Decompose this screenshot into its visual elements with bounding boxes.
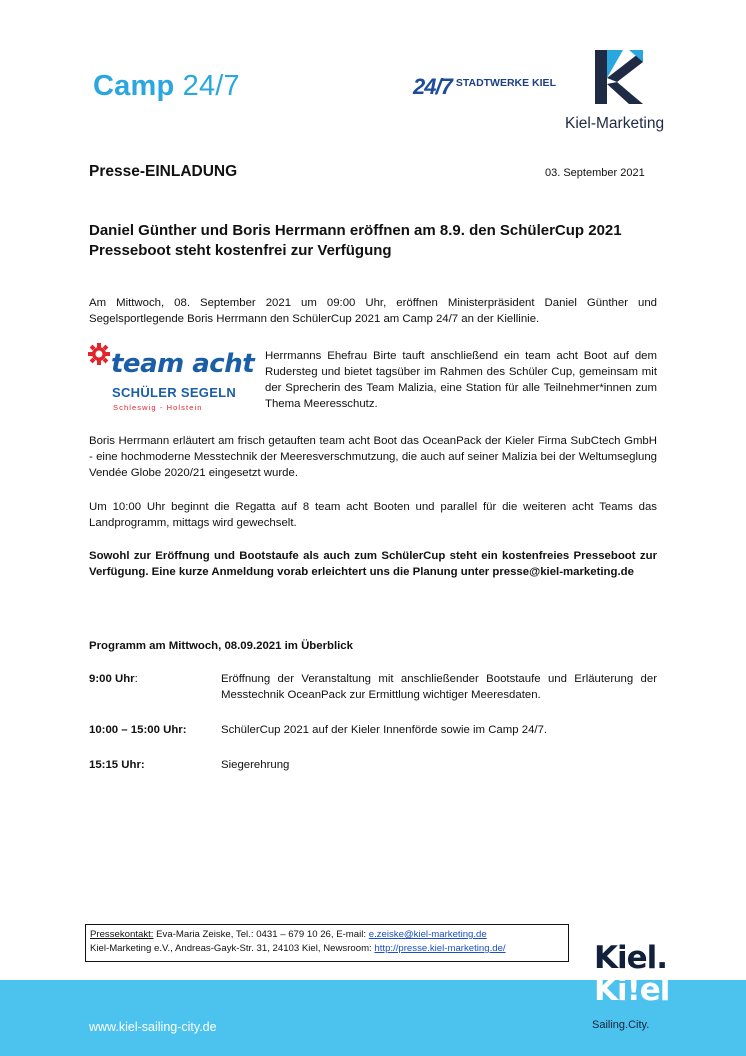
kiel-logo-line2: Ki!el bbox=[594, 972, 670, 1008]
paragraph-oceanpack: Boris Herrmann erläutert am frisch getauften team acht Boot das OceanPack der Kieler Firma SubCtech GmbH - eine hochmoderne Messtechnik der Meeresverschmutzung, die auch auf seiner Malizia bei der Weltumseglung Vendée Globe 2020/21 eingesetzt wurde. bbox=[89, 435, 657, 479]
newsroom-link[interactable]: http://presse.kiel-marketing.de/ bbox=[374, 943, 506, 954]
kiel-marketing-label: Kiel-Marketing bbox=[565, 115, 665, 132]
sw-logo-number-a: 24 bbox=[413, 74, 436, 99]
team-acht-subtitle: SCHÜLER SEGELN bbox=[112, 385, 237, 400]
program-description: SchülerCup 2021 auf der Kieler Innenförde sowie im Camp 24/7. bbox=[221, 724, 548, 736]
sw-logo-number-b: /7 bbox=[435, 74, 452, 99]
paragraph-regatta: Um 10:00 Uhr beginnt die Regatta auf 8 team acht Booten und parallel für die weiteren acht Teams das Landprogramm, mittags wird gewechselt. bbox=[89, 501, 657, 529]
contact-line-1 bbox=[90, 928, 564, 942]
contact-label: Pressekontakt: bbox=[90, 929, 154, 940]
program-description: Eröffnung der Veranstaltung mit anschließender Bootstaufe und Erläuterung der Messtechnik OceanPack zur Ermittlung wichtiger Meeresdaten. bbox=[221, 673, 657, 701]
program-time-text: 9:00 Uhr bbox=[89, 673, 135, 685]
press-title-line1: Daniel Günther und Boris Herrmann eröffnen am 8.9. den SchülerCup 2021 bbox=[89, 222, 622, 239]
program-description: Siegerehrung bbox=[221, 759, 290, 771]
team-acht-name: team acht bbox=[111, 349, 255, 379]
kiel-marketing-k-icon bbox=[593, 48, 645, 106]
kiel-sailing-city-logo bbox=[582, 940, 682, 1040]
press-contact-box bbox=[85, 924, 569, 962]
camp-logo-number: 24/7 bbox=[182, 70, 240, 102]
kiel-logo-line1: Kiel. bbox=[594, 940, 668, 976]
team-acht-region: Schleswig - Holstein bbox=[113, 403, 203, 412]
program-title: Programm am Mittwoch, 08.09.2021 im Überblick bbox=[89, 640, 353, 652]
contact-person: Eva-Maria Zeiske, Tel.: 0431 – 679 10 26, E-mail: bbox=[153, 929, 369, 940]
camp-logo-word: Camp bbox=[93, 70, 175, 102]
program-time-suffix: : bbox=[134, 673, 138, 685]
footer-url[interactable]: www.kiel-sailing-city.de bbox=[89, 1020, 217, 1034]
paragraph-press-boat: Sowohl zur Eröffnung und Bootstaufe als auch zum SchülerCup steht ein kostenfreies Presseboot zur Verfügung. Eine kurze Anmeldung vorab erleichtert uns die Planung unter presse@kiel-marketing.de bbox=[89, 550, 657, 578]
document-date: 03. September 2021 bbox=[545, 167, 645, 179]
kiel-marketing-logo bbox=[563, 48, 677, 134]
contact-email-link[interactable]: e.zeiske@kiel-marketing.de bbox=[368, 929, 487, 940]
sw-logo-label: STADTWERKE KIEL bbox=[455, 77, 556, 89]
kiel-logo-tagline: Sailing.City. bbox=[592, 1019, 650, 1031]
program-time: 15:15 Uhr: bbox=[89, 759, 145, 771]
contact-address: Kiel-Marketing e.V., Andreas-Gayk-Str. 31, 24103 Kiel, Newsroom: bbox=[90, 943, 375, 954]
paragraph-opening: Am Mittwoch, 08. September 2021 um 09:00 Uhr, eröffnen Ministerpräsident Daniel Günther und Segelsportlegende Boris Herrmann den SchülerCup 2021 am Camp 24/7 an der Kiellinie. bbox=[89, 297, 657, 325]
program-time: 10:00 – 15:00 Uhr: bbox=[89, 724, 187, 736]
page-heading: Presse-EINLADUNG bbox=[89, 163, 238, 180]
press-title-line2: Presseboot steht kostenfrei zur Verfügung bbox=[89, 242, 392, 259]
program-time bbox=[89, 671, 138, 687]
stadtwerke-kiel-logo bbox=[413, 76, 556, 98]
gear-icon bbox=[88, 343, 110, 365]
paragraph-baptism: Herrmanns Ehefrau Birte tauft anschließend ein team acht Boot auf dem Rudersteg und bietet tagsüber im Rahmen des Schüler Cup, gemeinsam mit der Sprecherin des Team Malizia, eine Station für alle Teilnehmer*innen zum Thema Meeresschutz. bbox=[265, 350, 657, 410]
team-acht-logo bbox=[88, 343, 258, 413]
press-title bbox=[89, 221, 669, 261]
contact-line-2 bbox=[90, 942, 564, 956]
camp-24-7-logo bbox=[93, 70, 240, 103]
